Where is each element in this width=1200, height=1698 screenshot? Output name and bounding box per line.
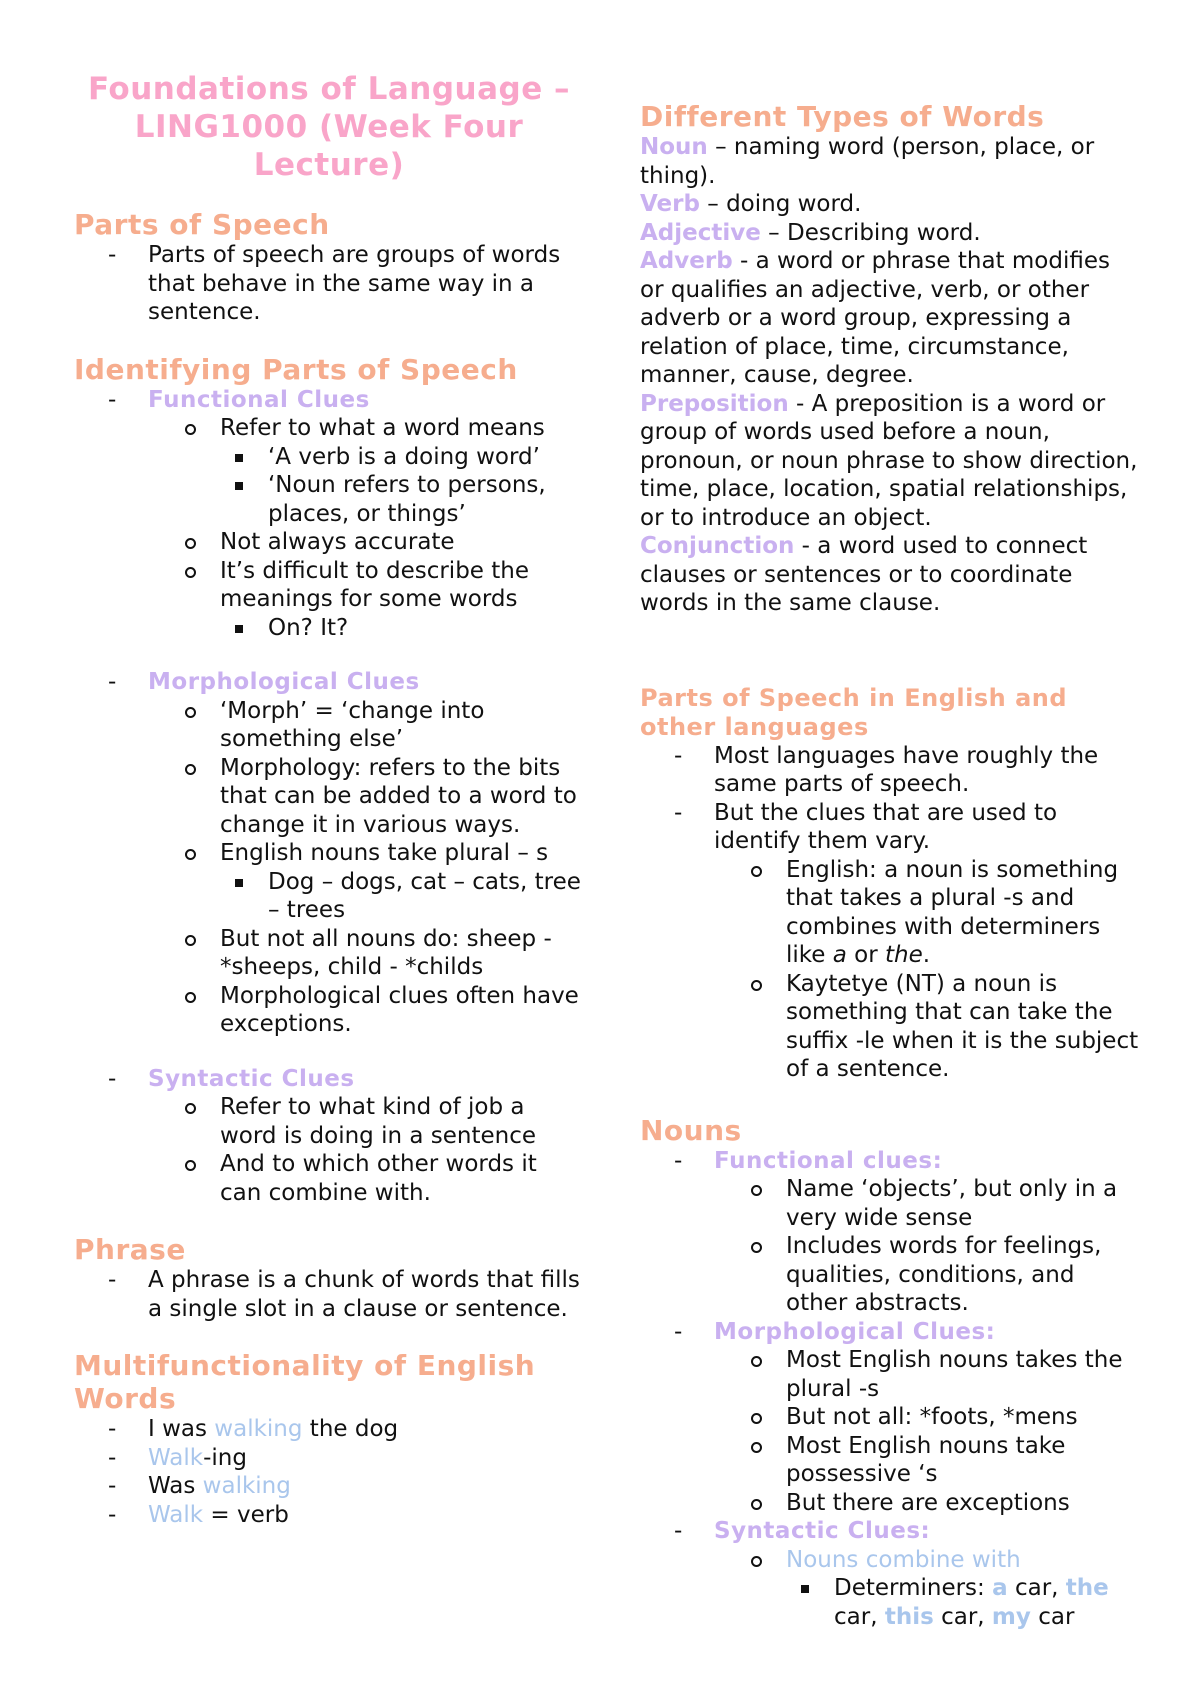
determiner: this <box>884 1603 934 1630</box>
morphological-clues-label: Morphological Clues <box>148 669 420 695</box>
morphological-list <box>74 668 584 1039</box>
highlight-word: Walk <box>148 1444 204 1471</box>
list-item <box>74 1472 584 1501</box>
text: . <box>922 942 931 968</box>
italic-word: a <box>832 942 847 968</box>
definition: – doing word. <box>699 191 862 217</box>
definition: - a word or phrase that modifies or qualifies an adjective, verb, or other adverb or a word group, expressing a relation of place, time, circumstance, manner, cause, degree. <box>640 248 1110 388</box>
list-item: - Parts of speech are groups of words that behave in the same way in a sentence. <box>74 241 584 327</box>
term-adverb: Adverb <box>640 248 733 274</box>
list-item: Most English nouns takes the plural -s <box>714 1346 1140 1403</box>
nouns-syntactic-item <box>640 1517 1140 1631</box>
determiner: the <box>1065 1575 1109 1601</box>
list-item: - A phrase is a chunk of words that fills a single slot in a clause or sentence. <box>74 1266 584 1323</box>
list-item: But there are exceptions <box>714 1489 1140 1518</box>
list-item: And to which other words it can combine with. <box>148 1150 584 1207</box>
text: car, <box>834 1603 885 1630</box>
definition: – naming word (person, place, or thing). <box>640 134 1095 189</box>
right-column <box>640 100 1140 1631</box>
nouns-morphological-item <box>640 1318 1140 1518</box>
list-item: Most English nouns take possessive ‘s <box>714 1432 1140 1489</box>
list-item: Name ‘objects’, but only in a very wide sense <box>714 1175 1140 1232</box>
text: Was <box>148 1473 203 1499</box>
multifunctionality-list <box>74 1415 584 1529</box>
highlight-word: walking <box>202 1473 291 1499</box>
parts-of-speech-list <box>74 241 584 327</box>
list-item: Refer to what kind of job a word is doing in a sentence <box>148 1093 584 1150</box>
nouns-list <box>640 1147 1140 1632</box>
highlight-word: walking <box>214 1416 303 1442</box>
list-item <box>148 839 584 925</box>
list-item: On? It? <box>220 614 584 643</box>
list-item <box>714 856 1140 970</box>
text: car, <box>933 1603 992 1630</box>
heading-other-languages: Parts of Speech in English and other languages <box>640 683 1068 741</box>
syntactic-clues-item <box>74 1065 584 1208</box>
list-item <box>786 1574 1140 1631</box>
list-item: Not always accurate <box>148 528 584 557</box>
list-item: Dog – dogs, cat – cats, tree – trees <box>220 868 584 925</box>
heading-nouns: Nouns <box>640 1113 742 1147</box>
list-item: Morphology: refers to the bits that can be added to a word to change it in various ways. <box>148 754 584 840</box>
heading-different-types: Different Types of Words <box>640 100 1045 133</box>
syntactic-clues-label: Syntactic Clues: <box>714 1518 931 1544</box>
heading-parts-of-speech: Parts of Speech <box>74 208 330 241</box>
identifying-list <box>74 386 584 643</box>
term-conjunction: Conjunction <box>640 533 795 559</box>
nouns-functional-item <box>640 1147 1140 1318</box>
list-item-text: Nouns combine with <box>786 1546 1021 1573</box>
highlight-word: Walk <box>148 1501 204 1528</box>
list-item <box>74 1444 584 1473</box>
list-item-text: English nouns take plural – s <box>220 840 549 866</box>
list-item: But not all: *foots, *mens <box>714 1403 1140 1432</box>
definition: - A preposition is a word or group of words used before a noun, pronoun, or noun phrase to show direction, time, place, location, spatial relationships, or to introduce an object. <box>640 390 1138 531</box>
text: I was <box>148 1416 215 1442</box>
list-item: But not all nouns do: sheep - *sheeps, child - *childs <box>148 925 584 982</box>
list-item: - Most languages have roughly the same parts of speech. <box>640 742 1140 799</box>
term-adjective: Adjective <box>640 219 761 246</box>
list-item <box>640 799 1140 1084</box>
list-item: Morphological clues often have exceptions. <box>148 982 584 1039</box>
functional-clues-label: Functional Clues <box>148 386 370 413</box>
types-paragraph <box>640 133 1140 618</box>
italic-word: the <box>885 942 923 968</box>
text: car, <box>1007 1575 1066 1601</box>
determiner: a <box>992 1575 1008 1601</box>
definition: – Describing word. <box>760 219 981 246</box>
list-item: ‘Morph’ = ‘change into something else’ <box>148 697 584 754</box>
functional-clues-item <box>74 386 584 643</box>
term-preposition: Preposition <box>640 390 789 417</box>
list-item <box>74 1501 584 1530</box>
text: English: a noun is something that takes a plural -s and combines with determiners like <box>786 856 1119 968</box>
list-item <box>148 414 584 528</box>
term-verb: Verb <box>640 191 700 217</box>
list-item: Includes words for feelings, qualities, conditions, and other abstracts. <box>714 1232 1140 1318</box>
text: -ing <box>203 1444 247 1471</box>
list-item-text: It’s difficult to describe the meanings for some words <box>220 557 530 612</box>
document-title: Foundations of Language – LING1000 (Week Four Lecture) <box>87 71 571 183</box>
list-item: ‘Noun refers to persons, places, or things’ <box>220 471 584 528</box>
morphological-clues-item <box>74 668 584 1039</box>
list-item: ‘A verb is a doing word’ <box>220 443 584 472</box>
phrase-list <box>74 1266 584 1323</box>
list-item-text: Refer to what a word means <box>220 415 545 441</box>
list-item-text: But the clues that are used to identify them vary. <box>714 799 1058 854</box>
text: or <box>846 942 886 968</box>
determiner: my <box>991 1603 1031 1630</box>
list-item <box>74 1415 584 1444</box>
other-languages-list <box>640 742 1140 1084</box>
functional-clues-label: Functional clues: <box>714 1147 943 1174</box>
list-item <box>714 1546 1140 1632</box>
heading-identifying-parts-of-speech: Identifying Parts of Speech <box>74 352 518 386</box>
syntactic-list <box>74 1065 584 1208</box>
heading-multifunctionality: Multifunctionality of English Words <box>74 1349 536 1415</box>
text: the dog <box>302 1416 399 1442</box>
morphological-clues-label: Morphological Clues: <box>714 1318 996 1345</box>
text: = verb <box>203 1501 289 1528</box>
list-item <box>148 557 584 643</box>
left-column <box>74 70 584 1529</box>
text: car <box>1030 1603 1075 1630</box>
heading-phrase: Phrase <box>74 1233 186 1266</box>
list-item: Kaytetye (NT) a noun is something that can take the suffix -le when it is the subject of a sentence. <box>714 970 1140 1084</box>
definition: - a word used to connect clauses or sentences or to coordinate words in the same clause. <box>640 533 1088 616</box>
syntactic-clues-label: Syntactic Clues <box>148 1065 355 1092</box>
term-noun: Noun <box>640 134 708 160</box>
text: Determiners: <box>834 1575 993 1601</box>
